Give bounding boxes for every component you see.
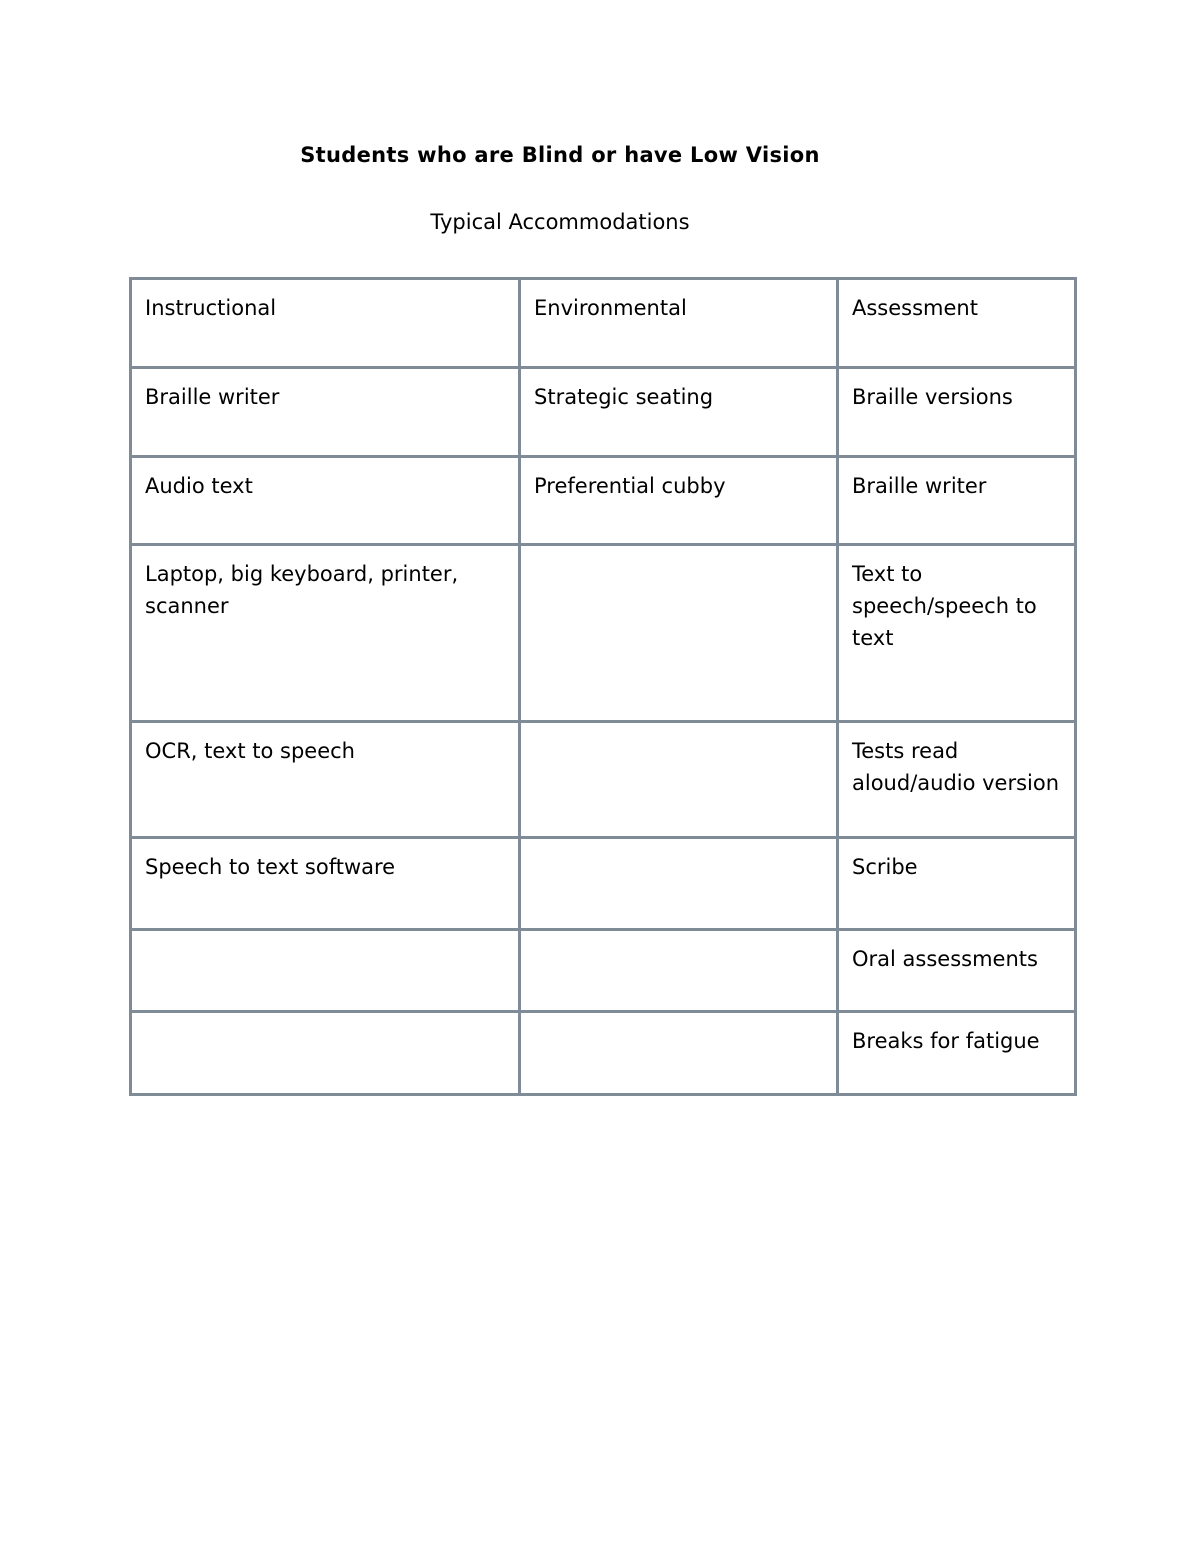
cell-instructional [131, 930, 520, 1012]
table-row [131, 838, 1076, 930]
cell-environmental [520, 545, 838, 722]
accommodations-table [129, 277, 1077, 1096]
table-header-row [131, 279, 1076, 368]
header-assessment: Assessment [838, 279, 1076, 368]
cell-assessment: Scribe [838, 838, 1076, 930]
cell-instructional: Braille writer [131, 368, 520, 457]
table-row [131, 457, 1076, 545]
cell-environmental [520, 722, 838, 838]
cell-assessment: Tests read aloud/audio version [838, 722, 1076, 838]
cell-environmental: Strategic seating [520, 368, 838, 457]
table-row [131, 368, 1076, 457]
cell-instructional: Laptop, big keyboard, printer, scanner [131, 545, 520, 722]
cell-environmental [520, 1012, 838, 1095]
cell-instructional: OCR, text to speech [131, 722, 520, 838]
header-environmental: Environmental [520, 279, 838, 368]
cell-environmental: Preferential cubby [520, 457, 838, 545]
cell-environmental [520, 838, 838, 930]
table-row [131, 722, 1076, 838]
cell-instructional [131, 1012, 520, 1095]
page-subtitle: Typical Accommodations [430, 210, 690, 234]
cell-environmental [520, 930, 838, 1012]
cell-assessment: Braille versions [838, 368, 1076, 457]
cell-assessment: Breaks for fatigue [838, 1012, 1076, 1095]
cell-instructional: Speech to text software [131, 838, 520, 930]
table-row [131, 545, 1076, 722]
cell-instructional: Audio text [131, 457, 520, 545]
cell-assessment: Braille writer [838, 457, 1076, 545]
cell-assessment: Text to speech/speech to text [838, 545, 1076, 722]
table-row [131, 1012, 1076, 1095]
table-row [131, 930, 1076, 1012]
page-title: Students who are Blind or have Low Vision [300, 143, 820, 167]
cell-assessment: Oral assessments [838, 930, 1076, 1012]
header-instructional: Instructional [131, 279, 520, 368]
